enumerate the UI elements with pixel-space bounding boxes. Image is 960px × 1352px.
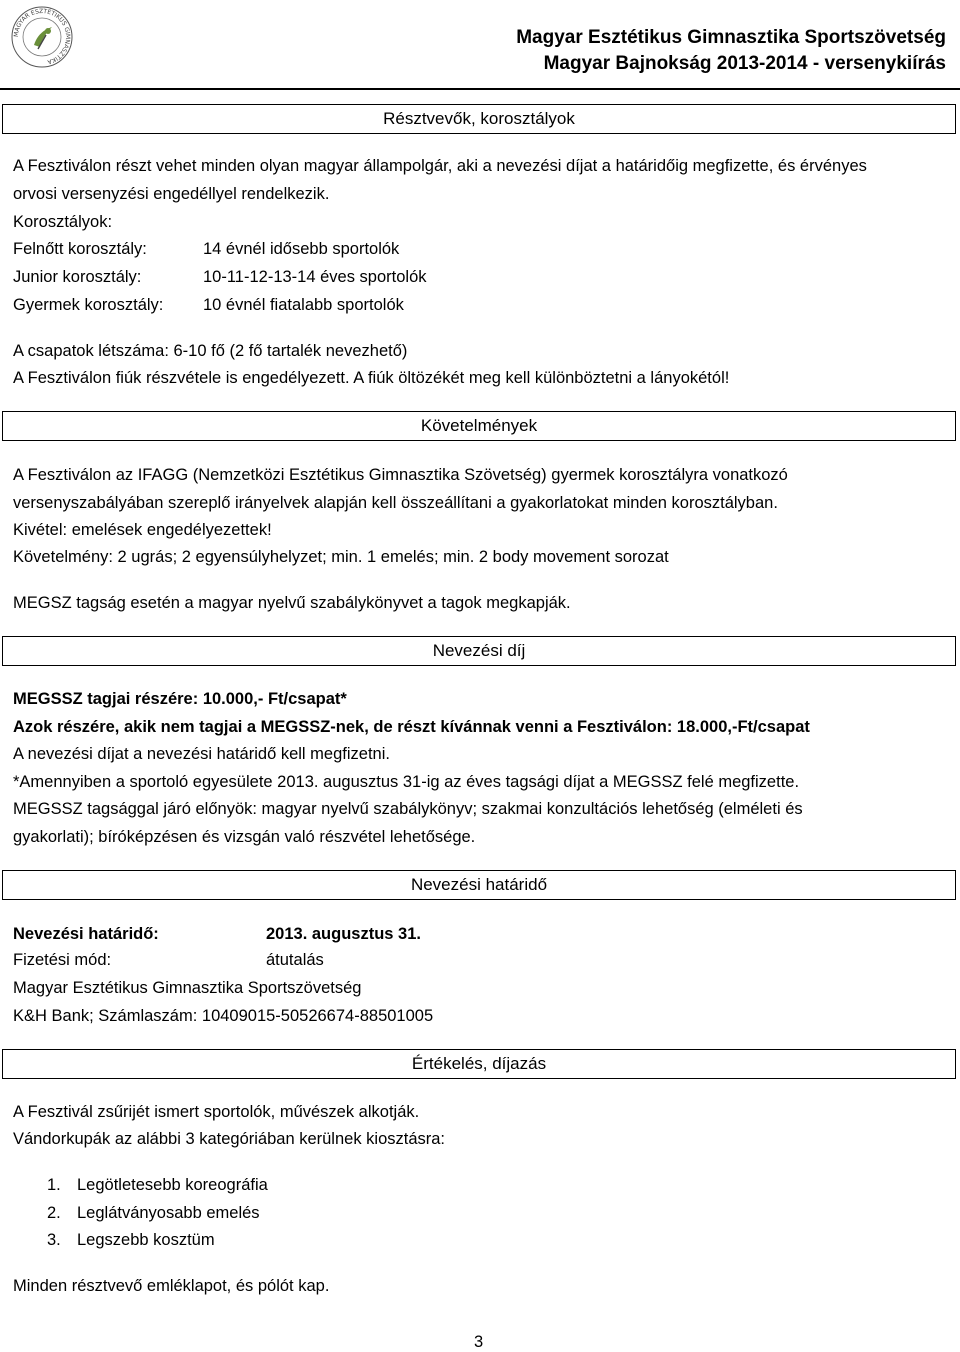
list-item-number: 2. — [47, 1204, 61, 1222]
section-header-evaluation — [2, 1049, 956, 1079]
list-item: Leglátványosabb emelés — [77, 1204, 260, 1222]
bank-account: K&H Bank; Számlaszám: 10409015-50526674-88501005 — [13, 1007, 434, 1025]
closing-text: Minden résztvevő emléklapot, és pólót kap. — [13, 1277, 330, 1295]
section-title: Résztvevők, korosztályok — [383, 109, 575, 128]
age-row-label: Gyermek korosztály: — [13, 296, 164, 314]
paragraph-line: versenyszabályában szereplő irányelvek alapján kell összeállítani a gyakorlatokat minden korosztályban. — [13, 494, 778, 512]
svg-text:MAGYAR ESZTÉTIKUS GIMNASZTIKA: MAGYAR ESZTÉTIKUS GIMNASZTIKA — [12, 7, 72, 66]
page-number: 3 — [474, 1333, 484, 1351]
section-header-requirements — [2, 411, 956, 441]
paragraph-line: Kivétel: emelések engedélyezettek! — [13, 521, 272, 539]
boys-participation-text: A Fesztiválon fiúk részvétele is engedélyezett. A fiúk öltözékét meg kell különböztetni a lányokétól! — [13, 369, 730, 387]
age-row-label: Junior korosztály: — [13, 268, 142, 286]
list-item-number: 3. — [47, 1231, 61, 1249]
section-title: Nevezési díj — [432, 641, 526, 660]
age-groups-heading: Korosztályok: — [13, 213, 113, 231]
paragraph-line: A Fesztiválon az IFAGG (Nemzetközi Esztétikus Gimnasztika Szövetség) gyermek korosztályra vonatkozó — [13, 466, 788, 484]
paragraph-line: A nevezési díjat a nevezési határidő kell megfizetni. — [13, 745, 390, 763]
paragraph-line: gyakorlati); bíróképzésen és vizsgán való részvétel lehetősége. — [13, 828, 476, 846]
megsz-logo-icon — [10, 5, 74, 69]
header-subtitle: Magyar Bajnokság 2013-2014 - versenykiírás — [543, 53, 946, 74]
list-item: Legötletesebb koreográfia — [77, 1176, 268, 1194]
age-row-value: 10 évnél fiatalabb sportolók — [203, 296, 404, 314]
payment-value: átutalás — [266, 951, 324, 969]
deadline-value: 2013. augusztus 31. — [266, 925, 421, 943]
paragraph-line: A Fesztiválon részt vehet minden olyan magyar állampolgár, aki a nevezési díjat a határidőig megfizette, és érvényes — [13, 157, 867, 175]
age-row-value: 14 évnél idősebb sportolók — [203, 240, 400, 258]
section-header-participants — [2, 104, 956, 134]
section-header-deadline — [2, 870, 956, 900]
payment-label: Fizetési mód: — [13, 951, 112, 969]
deadline-label: Nevezési határidő: — [13, 925, 159, 943]
age-row-value: 10-11-12-13-14 éves sportolók — [203, 268, 427, 286]
section-title: Követelmények — [420, 416, 538, 435]
list-item: Legszebb kosztüm — [77, 1231, 215, 1249]
section-title: Értékelés, díjazás — [411, 1054, 547, 1073]
paragraph-line: orvosi versenyzési engedéllyel rendelkezik. — [13, 185, 330, 203]
nonmember-fee-text: Azok részére, akik nem tagjai a MEGSSZ-nek, de részt kívánnak venni a Fesztiválon: 18.000,-Ft/csapat — [13, 718, 810, 736]
header-divider — [0, 88, 960, 90]
paragraph-line: A Fesztivál zsűrijét ismert sportolók, művészek alkotják. — [13, 1103, 420, 1121]
list-item-number: 1. — [47, 1176, 61, 1194]
section-title: Nevezési határidő — [410, 875, 548, 894]
header-title: Magyar Esztétikus Gimnasztika Sportszövetség — [516, 27, 946, 48]
age-row-label: Felnőtt korosztály: — [13, 240, 147, 258]
organization-name: Magyar Esztétikus Gimnasztika Sportszövetség — [13, 979, 362, 997]
paragraph-line: Vándorkupák az alábbi 3 kategóriában kerülnek kiosztásra: — [13, 1130, 446, 1148]
member-fee-text: MEGSSZ tagjai részére: 10.000,- Ft/csapat* — [13, 690, 347, 708]
paragraph-line: Követelmény: 2 ugrás; 2 egyensúlyhelyzet; min. 1 emelés; min. 2 body movement sorozat — [13, 548, 669, 566]
paragraph-line: MEGSSZ tagsággal járó előnyök: magyar nyelvű szabálykönyv; szakmai konzultációs lehetőség (elméleti és — [13, 800, 803, 818]
paragraph-line: MEGSZ tagság esetén a magyar nyelvű szabálykönyvet a tagok megkapják. — [13, 594, 571, 612]
paragraph-line: *Amennyiben a sportoló egyesülete 2013. augusztus 31-ig az éves tagsági díjat a MEGSSZ felé megfizette. — [13, 773, 800, 791]
team-size-text: A csapatok létszáma: 6-10 fő (2 fő tartalék nevezhető) — [13, 342, 408, 360]
section-header-entry-fee — [2, 636, 956, 666]
